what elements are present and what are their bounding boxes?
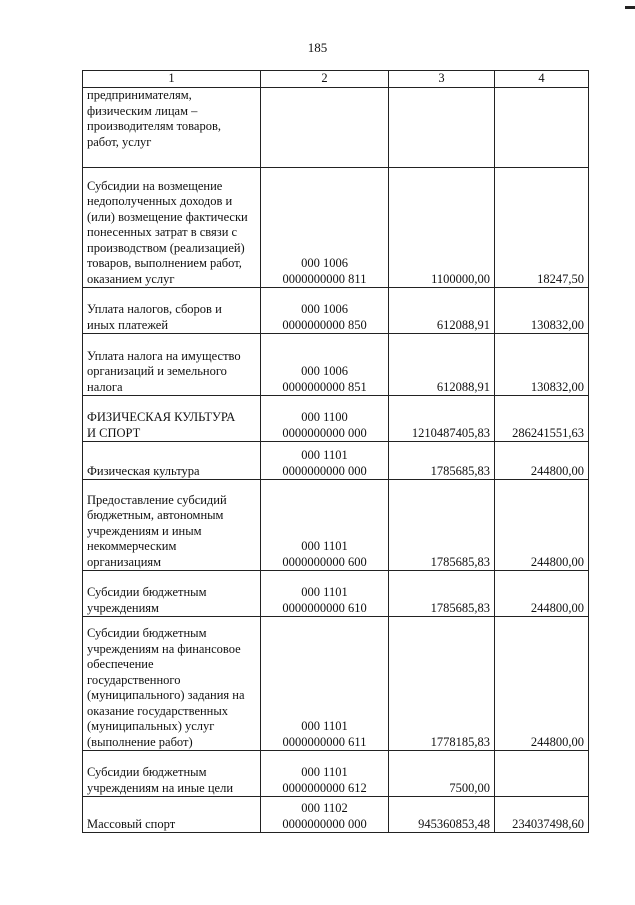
row-code: [261, 797, 389, 833]
row-code: [261, 751, 389, 797]
row-value-col4: 286241551,63: [495, 396, 589, 442]
row-value-col4: [495, 88, 589, 168]
row-code-section: 000 1101: [301, 585, 348, 599]
row-name: Субсидии бюджетным учреждениям на иные цели: [83, 751, 261, 797]
row-code: [261, 442, 389, 480]
row-value-col4: 234037498,60: [495, 797, 589, 833]
row-code: [261, 617, 389, 751]
row-code-item: 0000000000 000: [282, 463, 367, 478]
row-value-col4: 130832,00: [495, 334, 589, 396]
table-row: [83, 168, 589, 288]
row-value-col3: 1210487405,83: [389, 396, 495, 442]
row-value-col3: 7500,00: [389, 751, 495, 797]
row-code: [261, 396, 389, 442]
row-value-col3: 612088,91: [389, 334, 495, 396]
row-value-col3: 1778185,83: [389, 617, 495, 751]
row-name: Физическая культура: [83, 442, 261, 480]
row-code-item: 0000000000 000: [282, 425, 367, 440]
table-row: [83, 480, 589, 571]
column-header: 2: [261, 71, 389, 88]
row-name: Субсидии бюджетным учреждениям: [83, 571, 261, 617]
row-code-section: 000 1100: [301, 410, 348, 424]
row-code-item: 0000000000 611: [282, 734, 367, 749]
column-header: 1: [83, 71, 261, 88]
table-row: [83, 288, 589, 334]
row-value-col3: 1785685,83: [389, 442, 495, 480]
table-row: [83, 334, 589, 396]
row-code-item: 0000000000 811: [282, 271, 367, 286]
row-name: Массовый спорт: [83, 797, 261, 833]
table-row: [83, 797, 589, 833]
table-row: [83, 617, 589, 751]
row-code-item: 0000000000 600: [282, 554, 367, 569]
row-name: предпринимателям, физическим лицам – производителям товаров, работ, услуг: [83, 88, 261, 168]
row-name: Субсидии на возмещение недополученных доходов и (или) возмещение фактически понесенных затрат в связи с производством (реализацией) товаров, выполнением работ, оказанием услуг: [83, 168, 261, 288]
row-name: Предоставление субсидий бюджетным, автономным учреждениям и иным некоммерческим организациям: [83, 480, 261, 571]
row-value-col3: 945360853,48: [389, 797, 495, 833]
row-value-col4: [495, 751, 589, 797]
row-value-col4: 18247,50: [495, 168, 589, 288]
row-value-col3: [389, 88, 495, 168]
row-code-section: 000 1101: [301, 448, 348, 462]
table-row: [83, 571, 589, 617]
row-code: [261, 168, 389, 288]
row-code-item: 0000000000 851: [282, 379, 367, 394]
row-code-section: 000 1006: [301, 364, 348, 378]
column-header: 4: [495, 71, 589, 88]
row-value-col3: 1100000,00: [389, 168, 495, 288]
row-name: Уплата налогов, сборов и иных платежей: [83, 288, 261, 334]
row-code-section: 000 1102: [301, 801, 348, 815]
row-code-section: 000 1006: [301, 302, 348, 316]
row-value-col4: 244800,00: [495, 571, 589, 617]
row-value-col4: 244800,00: [495, 480, 589, 571]
row-value-col4: 130832,00: [495, 288, 589, 334]
table-body: [83, 88, 589, 833]
row-code: [261, 571, 389, 617]
row-value-col3: 612088,91: [389, 288, 495, 334]
row-code-section: 000 1101: [301, 719, 348, 733]
row-code: [261, 288, 389, 334]
row-name: Уплата налога на имущество организаций и земельного налога: [83, 334, 261, 396]
budget-table: [82, 70, 589, 833]
row-code-item: 0000000000 612: [282, 780, 367, 795]
row-code: [261, 88, 389, 168]
row-value-col3: 1785685,83: [389, 571, 495, 617]
row-code-section: 000 1101: [301, 539, 348, 553]
table-header: [83, 71, 589, 88]
table-row: [83, 751, 589, 797]
row-name: Субсидии бюджетным учреждениям на финансовое обеспечение государственного (муниципального) задания на оказание государственных (муниципальных) услуг (выполнение работ): [83, 617, 261, 751]
row-code-item: 0000000000 000: [282, 816, 367, 831]
row-value-col4: 244800,00: [495, 617, 589, 751]
page-number: 185: [307, 40, 328, 55]
row-code: [261, 334, 389, 396]
row-code-section: 000 1101: [301, 765, 348, 779]
table-row: [83, 442, 589, 480]
table-row: [83, 88, 589, 168]
row-code-section: 000 1006: [301, 256, 348, 270]
table-row: [83, 396, 589, 442]
column-header: 3: [389, 71, 495, 88]
row-code: [261, 480, 389, 571]
corner-mark: [625, 6, 635, 9]
row-value-col4: 244800,00: [495, 442, 589, 480]
row-code-item: 0000000000 610: [282, 600, 367, 615]
row-code-item: 0000000000 850: [282, 317, 367, 332]
row-name: ФИЗИЧЕСКАЯ КУЛЬТУРА И СПОРТ: [83, 396, 261, 442]
row-value-col3: 1785685,83: [389, 480, 495, 571]
